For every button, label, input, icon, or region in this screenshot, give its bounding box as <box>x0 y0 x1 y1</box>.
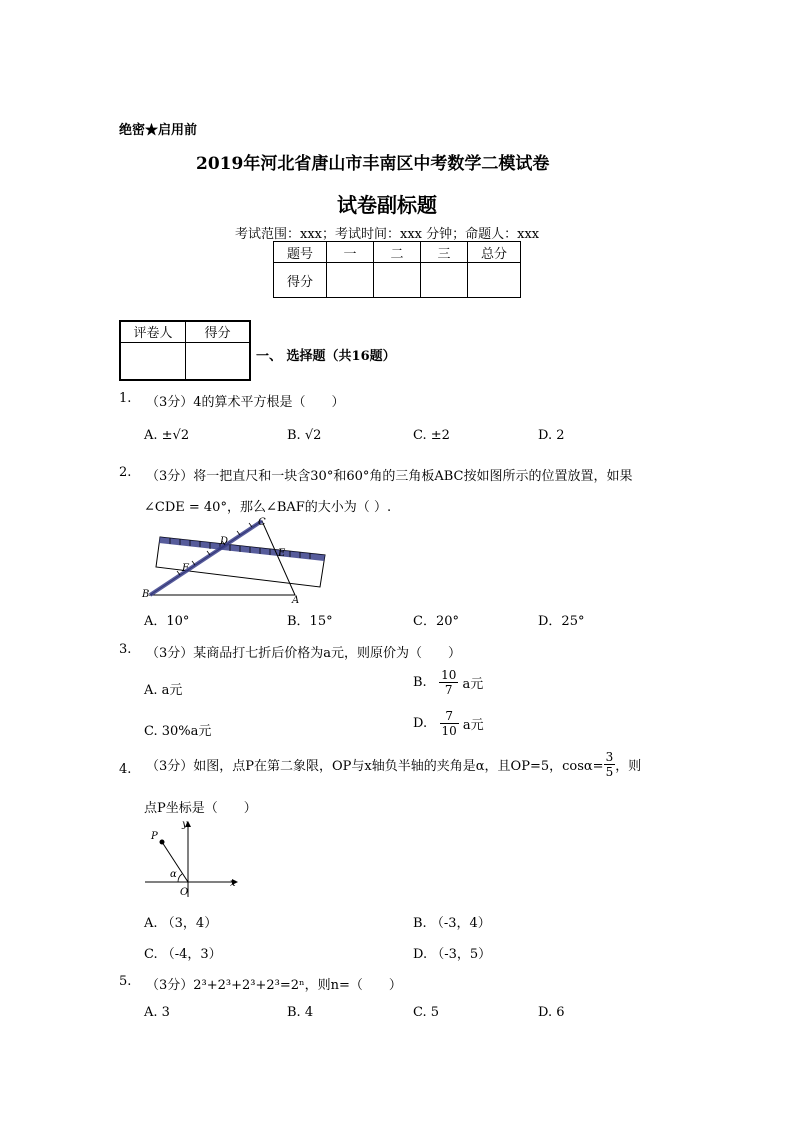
option-tail: a元 <box>462 718 484 733</box>
score-header: 一 <box>327 242 374 263</box>
label-f: F <box>182 563 189 574</box>
option-d[interactable]: D. （-3，5） <box>413 947 492 962</box>
secret-label: 绝密★启用前 <box>119 123 198 138</box>
option-b[interactable]: B. $\frac{10}{7}$ a元 <box>413 668 484 697</box>
score-cell[interactable] <box>327 263 374 298</box>
label-a: A <box>292 595 300 605</box>
label-c: C <box>258 517 266 528</box>
score-header: 总分 <box>468 242 521 263</box>
fraction-denominator: 5 <box>605 765 614 779</box>
question-number: 4. <box>119 762 132 777</box>
option-d[interactable]: D. $\frac{7}{10}$ a元 <box>413 709 484 738</box>
option-a[interactable]: A. a元 <box>144 683 183 698</box>
question-text: （3分）4的算术平方根是（ ） <box>146 395 345 410</box>
option-d[interactable]: D. 6 <box>538 1005 565 1020</box>
score-header: 三 <box>421 242 468 263</box>
origin-label-o: O <box>180 887 189 898</box>
exam-info: 考试范围：xxx；考试时间：xxx 分钟；命题人：xxx <box>235 227 540 242</box>
question-text: （3分）2³+2³+2³+2³=2ⁿ，则n=（ ） <box>146 978 402 993</box>
question-text-tail: ，则 <box>615 759 642 774</box>
question-text-line2: ∠CDE = 40°，那么∠BAF的大小为（ ）. <box>144 500 392 515</box>
coordinate-figure <box>140 815 240 900</box>
option-b[interactable]: B. 4 <box>287 1005 314 1020</box>
option-c[interactable]: C. 5 <box>413 1005 440 1020</box>
score-cell[interactable] <box>374 263 421 298</box>
option-b[interactable]: B. （-3，4） <box>413 916 491 931</box>
label-e: E <box>278 548 286 559</box>
option-c[interactable]: C．20° <box>413 614 459 629</box>
fraction-numerator: 10 <box>441 668 457 682</box>
option-c[interactable]: C. 30%a元 <box>144 724 212 739</box>
score-row-label: 得分 <box>274 263 327 298</box>
grader-header: 得分 <box>186 321 251 342</box>
question-number: 1. <box>119 391 132 406</box>
option-d[interactable]: D．25° <box>538 614 585 629</box>
label-b: B <box>142 589 150 600</box>
fraction-denominator: 10 <box>441 724 457 738</box>
grader-cell[interactable] <box>120 342 186 380</box>
question-number: 2. <box>119 465 132 480</box>
option-d[interactable]: D. 2 <box>538 428 565 443</box>
score-cell[interactable] <box>421 263 468 298</box>
question-text-line2: 点P坐标是（ ） <box>144 801 257 816</box>
label-d: D <box>220 536 229 547</box>
option-a[interactable]: A. 3 <box>144 1005 170 1020</box>
option-a[interactable]: A. （3，4） <box>144 916 218 931</box>
option-a[interactable]: A. ±√2 <box>144 428 190 443</box>
question-text: （3分）如图，点P在第二象限，OP与x轴负半轴的夹角是α，且OP=5，cosα= <box>146 759 604 774</box>
question-number: 3. <box>119 642 132 657</box>
option-b[interactable]: B. √2 <box>287 428 322 443</box>
question-text-line1 <box>146 750 641 779</box>
axis-label-y: y <box>182 819 188 830</box>
grader-header: 评卷人 <box>120 321 186 342</box>
question-text: （3分）某商品打七折后价格为a元，则原价为（ ） <box>146 646 462 661</box>
angle-label-alpha: α <box>170 869 177 880</box>
score-table <box>273 241 521 298</box>
question-text-line1: （3分）将一把直尺和一块含30°和60°角的三角板ABC按如图所示的位置放置，如果 <box>146 469 633 484</box>
section-title: 一、 选择题（共16题） <box>256 349 396 364</box>
exam-subtitle: 试卷副标题 <box>337 193 437 217</box>
fraction-denominator: 7 <box>444 683 453 697</box>
option-a[interactable]: A．10° <box>144 614 190 629</box>
score-cell[interactable] <box>468 263 521 298</box>
question-number: 5. <box>119 974 132 989</box>
point-label-p: P <box>151 831 158 842</box>
grader-cell[interactable] <box>186 342 251 380</box>
grader-table <box>119 320 251 381</box>
fraction-numerator: 3 <box>605 750 614 764</box>
score-header: 题号 <box>274 242 327 263</box>
option-b[interactable]: B．15° <box>287 614 333 629</box>
ruler-triangle-figure <box>140 515 340 605</box>
option-tail: a元 <box>462 677 484 692</box>
exam-title: 2019年河北省唐山市丰南区中考数学二模试卷 <box>196 154 550 174</box>
score-header: 二 <box>374 242 421 263</box>
option-c[interactable]: C. ±2 <box>413 428 450 443</box>
option-c[interactable]: C. （-4，3） <box>144 947 222 962</box>
fraction-numerator: 7 <box>440 709 459 724</box>
axis-label-x: x <box>230 878 236 889</box>
